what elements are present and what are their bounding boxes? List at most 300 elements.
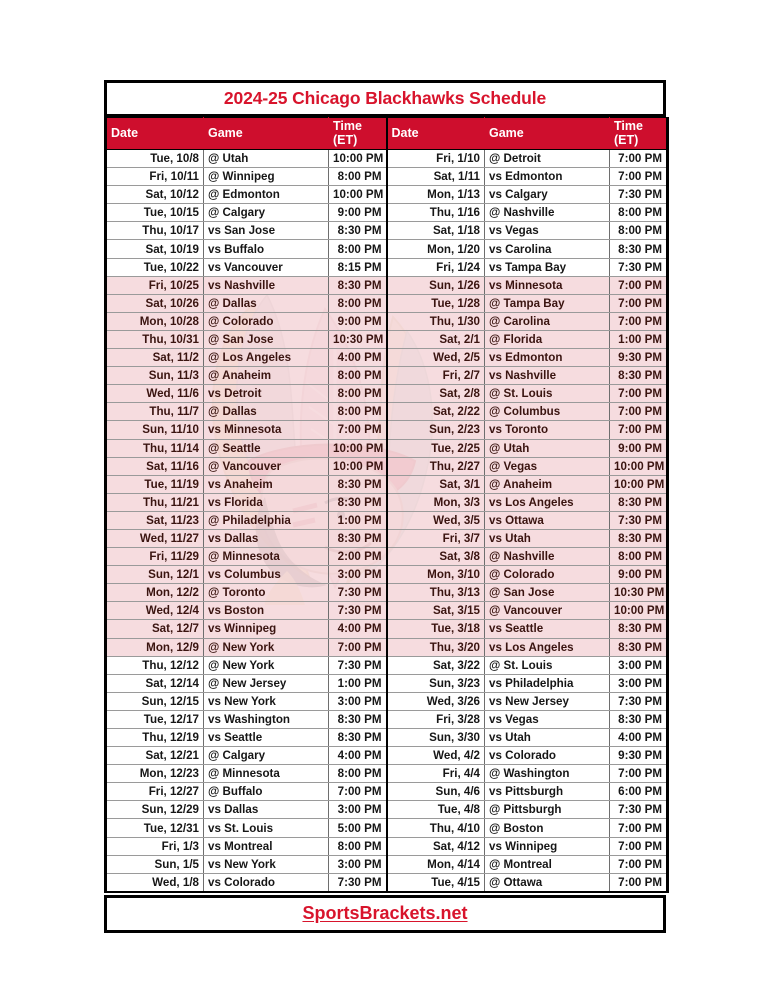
table-row bbox=[106, 276, 668, 294]
cell-date-left: Sun, 11/10 bbox=[106, 421, 204, 439]
cell-time-right: 7:00 PM bbox=[610, 385, 668, 403]
cell-game-right: vs Vegas bbox=[485, 222, 610, 240]
cell-date-left: Mon, 12/23 bbox=[106, 765, 204, 783]
cell-time-right: 4:00 PM bbox=[610, 729, 668, 747]
cell-time-left: 7:00 PM bbox=[329, 421, 387, 439]
cell-time-left: 10:00 PM bbox=[329, 186, 387, 204]
cell-time-left: 8:00 PM bbox=[329, 765, 387, 783]
cell-date-left: Tue, 10/22 bbox=[106, 258, 204, 276]
cell-game-left: vs New York bbox=[204, 692, 329, 710]
cell-date-right: Wed, 3/5 bbox=[387, 511, 485, 529]
cell-date-right: Thu, 1/30 bbox=[387, 312, 485, 330]
schedule-title-box bbox=[104, 80, 666, 117]
cell-date-right: Sat, 1/18 bbox=[387, 222, 485, 240]
cell-game-left: @ Minnesota bbox=[204, 548, 329, 566]
cell-date-right: Fri, 1/24 bbox=[387, 258, 485, 276]
cell-date-left: Tue, 10/8 bbox=[106, 150, 204, 168]
cell-game-right: @ Columbus bbox=[485, 403, 610, 421]
table-row bbox=[106, 421, 668, 439]
cell-date-right: Mon, 1/13 bbox=[387, 186, 485, 204]
cell-game-right: @ St. Louis bbox=[485, 385, 610, 403]
cell-date-right: Mon, 3/3 bbox=[387, 493, 485, 511]
cell-game-left: @ Edmonton bbox=[204, 186, 329, 204]
cell-game-left: @ Calgary bbox=[204, 204, 329, 222]
cell-date-left: Sun, 1/5 bbox=[106, 855, 204, 873]
cell-date-left: Thu, 12/12 bbox=[106, 656, 204, 674]
table-row bbox=[106, 674, 668, 692]
cell-game-left: @ Minnesota bbox=[204, 765, 329, 783]
cell-game-right: vs Los Angeles bbox=[485, 638, 610, 656]
cell-game-left: vs Nashville bbox=[204, 276, 329, 294]
cell-time-left: 3:00 PM bbox=[329, 692, 387, 710]
cell-time-right: 7:30 PM bbox=[610, 186, 668, 204]
cell-date-right: Sat, 3/15 bbox=[387, 602, 485, 620]
cell-date-left: Sat, 11/2 bbox=[106, 349, 204, 367]
cell-time-left: 7:30 PM bbox=[329, 584, 387, 602]
cell-game-left: vs Winnipeg bbox=[204, 620, 329, 638]
table-row bbox=[106, 150, 668, 168]
cell-game-left: vs Anaheim bbox=[204, 475, 329, 493]
header-row bbox=[106, 118, 668, 150]
cell-date-left: Sat, 10/19 bbox=[106, 240, 204, 258]
cell-game-right: vs Minnesota bbox=[485, 276, 610, 294]
cell-date-left: Sun, 12/1 bbox=[106, 566, 204, 584]
cell-time-right: 9:00 PM bbox=[610, 566, 668, 584]
cell-game-right: vs Philadelphia bbox=[485, 674, 610, 692]
cell-date-right: Fri, 1/10 bbox=[387, 150, 485, 168]
cell-time-right: 7:30 PM bbox=[610, 258, 668, 276]
cell-date-left: Mon, 12/2 bbox=[106, 584, 204, 602]
cell-time-right: 8:00 PM bbox=[610, 204, 668, 222]
cell-time-left: 4:00 PM bbox=[329, 349, 387, 367]
header-game-left[interactable]: Game bbox=[204, 118, 329, 150]
cell-game-left: vs Detroit bbox=[204, 385, 329, 403]
cell-game-right: @ Ottawa bbox=[485, 873, 610, 892]
cell-time-left: 3:00 PM bbox=[329, 801, 387, 819]
cell-date-left: Sat, 10/12 bbox=[106, 186, 204, 204]
cell-game-right: @ Florida bbox=[485, 330, 610, 348]
cell-game-right: @ Tampa Bay bbox=[485, 294, 610, 312]
cell-date-left: Wed, 1/8 bbox=[106, 873, 204, 892]
cell-game-left: vs St. Louis bbox=[204, 819, 329, 837]
cell-game-right: vs Nashville bbox=[485, 367, 610, 385]
cell-time-left: 8:30 PM bbox=[329, 475, 387, 493]
cell-date-right: Sun, 2/23 bbox=[387, 421, 485, 439]
cell-game-left: vs San Jose bbox=[204, 222, 329, 240]
cell-time-left: 4:00 PM bbox=[329, 747, 387, 765]
cell-date-right: Sat, 4/12 bbox=[387, 837, 485, 855]
cell-game-right: vs Vegas bbox=[485, 710, 610, 728]
cell-time-right: 7:00 PM bbox=[610, 837, 668, 855]
footer-box bbox=[104, 895, 666, 933]
cell-game-right: @ Vegas bbox=[485, 457, 610, 475]
table-row bbox=[106, 240, 668, 258]
cell-date-right: Wed, 2/5 bbox=[387, 349, 485, 367]
cell-game-right: vs Tampa Bay bbox=[485, 258, 610, 276]
cell-game-left: @ Anaheim bbox=[204, 367, 329, 385]
table-row bbox=[106, 349, 668, 367]
cell-time-right: 7:00 PM bbox=[610, 819, 668, 837]
cell-date-left: Sat, 10/26 bbox=[106, 294, 204, 312]
cell-game-right: @ Detroit bbox=[485, 150, 610, 168]
cell-game-right: vs Seattle bbox=[485, 620, 610, 638]
cell-time-right: 10:00 PM bbox=[610, 475, 668, 493]
cell-time-left: 8:15 PM bbox=[329, 258, 387, 276]
cell-time-left: 8:00 PM bbox=[329, 168, 387, 186]
schedule-table bbox=[104, 117, 669, 893]
cell-time-right: 7:00 PM bbox=[610, 168, 668, 186]
cell-time-right: 7:00 PM bbox=[610, 276, 668, 294]
cell-game-left: vs Washington bbox=[204, 710, 329, 728]
cell-time-left: 8:00 PM bbox=[329, 294, 387, 312]
table-row bbox=[106, 493, 668, 511]
cell-game-left: vs Columbus bbox=[204, 566, 329, 584]
cell-date-right: Sat, 2/8 bbox=[387, 385, 485, 403]
cell-date-left: Wed, 12/4 bbox=[106, 602, 204, 620]
cell-time-right: 1:00 PM bbox=[610, 330, 668, 348]
table-row bbox=[106, 729, 668, 747]
cell-date-left: Fri, 12/27 bbox=[106, 783, 204, 801]
cell-time-right: 8:30 PM bbox=[610, 493, 668, 511]
cell-game-right: @ Nashville bbox=[485, 204, 610, 222]
cell-game-right: vs Edmonton bbox=[485, 168, 610, 186]
table-row bbox=[106, 602, 668, 620]
cell-game-right: @ Anaheim bbox=[485, 475, 610, 493]
cell-time-left: 7:30 PM bbox=[329, 656, 387, 674]
cell-date-left: Sun, 11/3 bbox=[106, 367, 204, 385]
header-date-right[interactable]: Date bbox=[387, 118, 485, 150]
cell-game-left: @ Los Angeles bbox=[204, 349, 329, 367]
cell-date-left: Sat, 12/7 bbox=[106, 620, 204, 638]
cell-time-left: 5:00 PM bbox=[329, 819, 387, 837]
cell-game-right: vs Los Angeles bbox=[485, 493, 610, 511]
cell-time-right: 10:30 PM bbox=[610, 584, 668, 602]
table-row bbox=[106, 312, 668, 330]
cell-date-left: Sun, 12/15 bbox=[106, 692, 204, 710]
cell-game-left: @ Dallas bbox=[204, 403, 329, 421]
table-row bbox=[106, 765, 668, 783]
cell-time-right: 9:30 PM bbox=[610, 747, 668, 765]
cell-game-left: @ Vancouver bbox=[204, 457, 329, 475]
cell-date-right: Sun, 1/26 bbox=[387, 276, 485, 294]
cell-game-left: vs Dallas bbox=[204, 529, 329, 547]
cell-date-right: Fri, 3/28 bbox=[387, 710, 485, 728]
cell-game-left: @ Winnipeg bbox=[204, 168, 329, 186]
cell-time-right: 7:30 PM bbox=[610, 511, 668, 529]
cell-date-right: Mon, 4/14 bbox=[387, 855, 485, 873]
cell-game-right: vs Winnipeg bbox=[485, 837, 610, 855]
cell-game-left: @ New York bbox=[204, 656, 329, 674]
cell-time-right: 7:00 PM bbox=[610, 765, 668, 783]
table-row bbox=[106, 403, 668, 421]
table-row bbox=[106, 457, 668, 475]
cell-time-left: 8:00 PM bbox=[329, 240, 387, 258]
cell-time-right: 7:00 PM bbox=[610, 873, 668, 892]
cell-game-left: vs Boston bbox=[204, 602, 329, 620]
cell-game-right: vs Pittsburgh bbox=[485, 783, 610, 801]
cell-game-left: @ Calgary bbox=[204, 747, 329, 765]
cell-date-right: Fri, 3/7 bbox=[387, 529, 485, 547]
cell-time-left: 9:00 PM bbox=[329, 312, 387, 330]
table-header bbox=[106, 118, 668, 150]
cell-game-left: vs Florida bbox=[204, 493, 329, 511]
header-date-left[interactable]: Date bbox=[106, 118, 204, 150]
cell-game-right: @ Nashville bbox=[485, 548, 610, 566]
cell-time-right: 7:00 PM bbox=[610, 294, 668, 312]
cell-game-left: vs New York bbox=[204, 855, 329, 873]
cell-date-left: Sun, 12/29 bbox=[106, 801, 204, 819]
cell-game-right: vs Edmonton bbox=[485, 349, 610, 367]
cell-date-right: Sun, 4/6 bbox=[387, 783, 485, 801]
cell-game-right: vs Carolina bbox=[485, 240, 610, 258]
table-row bbox=[106, 783, 668, 801]
cell-date-left: Tue, 10/15 bbox=[106, 204, 204, 222]
cell-date-right: Sun, 3/23 bbox=[387, 674, 485, 692]
table-row bbox=[106, 855, 668, 873]
cell-game-left: vs Colorado bbox=[204, 873, 329, 892]
cell-game-right: @ Pittsburgh bbox=[485, 801, 610, 819]
cell-time-left: 7:30 PM bbox=[329, 602, 387, 620]
cell-time-left: 4:00 PM bbox=[329, 620, 387, 638]
table-row bbox=[106, 873, 668, 892]
cell-date-left: Fri, 10/25 bbox=[106, 276, 204, 294]
table-row bbox=[106, 222, 668, 240]
cell-time-left: 7:30 PM bbox=[329, 873, 387, 892]
table-row bbox=[106, 801, 668, 819]
cell-game-right: vs Toronto bbox=[485, 421, 610, 439]
cell-date-left: Fri, 10/11 bbox=[106, 168, 204, 186]
cell-game-right: vs Calgary bbox=[485, 186, 610, 204]
table-row bbox=[106, 439, 668, 457]
cell-game-right: @ Boston bbox=[485, 819, 610, 837]
cell-time-right: 9:00 PM bbox=[610, 439, 668, 457]
cell-time-left: 10:00 PM bbox=[329, 457, 387, 475]
cell-game-left: vs Seattle bbox=[204, 729, 329, 747]
cell-game-left: vs Vancouver bbox=[204, 258, 329, 276]
cell-date-left: Mon, 10/28 bbox=[106, 312, 204, 330]
cell-time-right: 8:00 PM bbox=[610, 548, 668, 566]
cell-time-left: 10:30 PM bbox=[329, 330, 387, 348]
table-row bbox=[106, 566, 668, 584]
table-row bbox=[106, 638, 668, 656]
cell-game-right: @ Vancouver bbox=[485, 602, 610, 620]
cell-time-left: 9:00 PM bbox=[329, 204, 387, 222]
cell-date-right: Thu, 3/13 bbox=[387, 584, 485, 602]
cell-time-right: 8:30 PM bbox=[610, 367, 668, 385]
cell-time-left: 2:00 PM bbox=[329, 548, 387, 566]
cell-time-right: 10:00 PM bbox=[610, 602, 668, 620]
cell-date-right: Fri, 2/7 bbox=[387, 367, 485, 385]
cell-time-left: 8:30 PM bbox=[329, 493, 387, 511]
table-row bbox=[106, 747, 668, 765]
cell-time-left: 10:00 PM bbox=[329, 150, 387, 168]
cell-date-right: Fri, 4/4 bbox=[387, 765, 485, 783]
table-row bbox=[106, 475, 668, 493]
cell-game-left: vs Minnesota bbox=[204, 421, 329, 439]
cell-date-right: Thu, 2/27 bbox=[387, 457, 485, 475]
cell-game-left: vs Dallas bbox=[204, 801, 329, 819]
cell-date-right: Tue, 3/18 bbox=[387, 620, 485, 638]
cell-time-right: 8:30 PM bbox=[610, 710, 668, 728]
cell-date-left: Sat, 11/23 bbox=[106, 511, 204, 529]
cell-game-right: vs Utah bbox=[485, 529, 610, 547]
cell-time-right: 8:30 PM bbox=[610, 638, 668, 656]
cell-game-right: vs Colorado bbox=[485, 747, 610, 765]
cell-date-right: Mon, 1/20 bbox=[387, 240, 485, 258]
cell-time-right: 7:30 PM bbox=[610, 692, 668, 710]
cell-date-right: Wed, 4/2 bbox=[387, 747, 485, 765]
table-row bbox=[106, 168, 668, 186]
cell-game-right: vs Utah bbox=[485, 729, 610, 747]
cell-date-left: Tue, 12/31 bbox=[106, 819, 204, 837]
cell-game-left: @ Seattle bbox=[204, 439, 329, 457]
table-row bbox=[106, 656, 668, 674]
cell-game-right: vs Ottawa bbox=[485, 511, 610, 529]
table-row bbox=[106, 186, 668, 204]
cell-date-left: Tue, 11/19 bbox=[106, 475, 204, 493]
cell-date-right: Tue, 2/25 bbox=[387, 439, 485, 457]
cell-date-right: Sat, 1/11 bbox=[387, 168, 485, 186]
table-row bbox=[106, 819, 668, 837]
cell-time-right: 7:30 PM bbox=[610, 801, 668, 819]
cell-time-right: 7:00 PM bbox=[610, 150, 668, 168]
cell-time-right: 6:00 PM bbox=[610, 783, 668, 801]
cell-date-left: Sat, 12/14 bbox=[106, 674, 204, 692]
table-row bbox=[106, 204, 668, 222]
cell-game-left: @ San Jose bbox=[204, 330, 329, 348]
cell-game-right: @ Utah bbox=[485, 439, 610, 457]
cell-date-right: Sat, 3/8 bbox=[387, 548, 485, 566]
cell-time-right: 10:00 PM bbox=[610, 457, 668, 475]
table-row bbox=[106, 294, 668, 312]
cell-game-left: vs Buffalo bbox=[204, 240, 329, 258]
sportsbrackets-link[interactable]: SportsBrackets.net bbox=[302, 903, 468, 924]
cell-time-left: 3:00 PM bbox=[329, 566, 387, 584]
cell-time-right: 3:00 PM bbox=[610, 674, 668, 692]
cell-game-left: vs Montreal bbox=[204, 837, 329, 855]
header-time-right[interactable]: Time (ET) bbox=[610, 118, 668, 150]
cell-time-left: 8:30 PM bbox=[329, 710, 387, 728]
cell-date-right: Thu, 3/20 bbox=[387, 638, 485, 656]
cell-time-left: 7:00 PM bbox=[329, 638, 387, 656]
table-row bbox=[106, 837, 668, 855]
cell-game-left: @ New York bbox=[204, 638, 329, 656]
cell-game-right: @ Carolina bbox=[485, 312, 610, 330]
cell-game-left: @ Colorado bbox=[204, 312, 329, 330]
cell-time-left: 8:30 PM bbox=[329, 276, 387, 294]
cell-date-left: Thu, 12/19 bbox=[106, 729, 204, 747]
cell-game-left: @ Dallas bbox=[204, 294, 329, 312]
cell-date-left: Fri, 11/29 bbox=[106, 548, 204, 566]
cell-time-left: 8:00 PM bbox=[329, 837, 387, 855]
cell-game-left: @ Buffalo bbox=[204, 783, 329, 801]
cell-time-left: 3:00 PM bbox=[329, 855, 387, 873]
cell-game-right: @ Washington bbox=[485, 765, 610, 783]
cell-game-right: vs New Jersey bbox=[485, 692, 610, 710]
cell-time-right: 7:00 PM bbox=[610, 421, 668, 439]
cell-game-left: @ Toronto bbox=[204, 584, 329, 602]
cell-date-right: Sat, 2/22 bbox=[387, 403, 485, 421]
cell-date-right: Tue, 4/8 bbox=[387, 801, 485, 819]
cell-time-right: 9:30 PM bbox=[610, 349, 668, 367]
cell-time-left: 8:30 PM bbox=[329, 222, 387, 240]
schedule-sheet bbox=[104, 80, 666, 933]
table-row bbox=[106, 367, 668, 385]
cell-date-left: Wed, 11/27 bbox=[106, 529, 204, 547]
cell-date-right: Sun, 3/30 bbox=[387, 729, 485, 747]
cell-time-left: 8:00 PM bbox=[329, 385, 387, 403]
cell-time-right: 7:00 PM bbox=[610, 403, 668, 421]
header-time-left[interactable]: Time (ET) bbox=[329, 118, 387, 150]
table-row bbox=[106, 385, 668, 403]
cell-date-left: Thu, 10/17 bbox=[106, 222, 204, 240]
cell-game-left: @ Philadelphia bbox=[204, 511, 329, 529]
table-row bbox=[106, 692, 668, 710]
cell-date-right: Sat, 3/1 bbox=[387, 475, 485, 493]
table-row bbox=[106, 258, 668, 276]
table-body bbox=[106, 150, 668, 892]
cell-game-right: @ San Jose bbox=[485, 584, 610, 602]
cell-date-left: Fri, 1/3 bbox=[106, 837, 204, 855]
cell-date-right: Tue, 4/15 bbox=[387, 873, 485, 892]
cell-date-left: Thu, 11/7 bbox=[106, 403, 204, 421]
table-row bbox=[106, 529, 668, 547]
cell-date-right: Wed, 3/26 bbox=[387, 692, 485, 710]
cell-game-right: @ Montreal bbox=[485, 855, 610, 873]
cell-time-right: 7:00 PM bbox=[610, 312, 668, 330]
cell-date-left: Mon, 12/9 bbox=[106, 638, 204, 656]
cell-game-right: @ St. Louis bbox=[485, 656, 610, 674]
cell-time-right: 8:30 PM bbox=[610, 620, 668, 638]
cell-date-right: Mon, 3/10 bbox=[387, 566, 485, 584]
cell-time-left: 8:00 PM bbox=[329, 367, 387, 385]
cell-time-left: 8:30 PM bbox=[329, 729, 387, 747]
cell-date-left: Thu, 10/31 bbox=[106, 330, 204, 348]
cell-time-left: 1:00 PM bbox=[329, 511, 387, 529]
page-title: 2024-25 Chicago Blackhawks Schedule bbox=[223, 88, 547, 108]
cell-date-left: Sat, 11/16 bbox=[106, 457, 204, 475]
cell-time-left: 7:00 PM bbox=[329, 783, 387, 801]
cell-date-left: Thu, 11/14 bbox=[106, 439, 204, 457]
cell-time-right: 7:00 PM bbox=[610, 855, 668, 873]
cell-date-right: Tue, 1/28 bbox=[387, 294, 485, 312]
cell-time-left: 10:00 PM bbox=[329, 439, 387, 457]
cell-game-left: @ Utah bbox=[204, 150, 329, 168]
cell-time-left: 1:00 PM bbox=[329, 674, 387, 692]
cell-date-right: Thu, 1/16 bbox=[387, 204, 485, 222]
cell-date-right: Sat, 2/1 bbox=[387, 330, 485, 348]
cell-time-right: 8:00 PM bbox=[610, 222, 668, 240]
table-row bbox=[106, 584, 668, 602]
table-row bbox=[106, 710, 668, 728]
cell-date-right: Sat, 3/22 bbox=[387, 656, 485, 674]
table-row bbox=[106, 620, 668, 638]
cell-date-left: Wed, 11/6 bbox=[106, 385, 204, 403]
cell-date-left: Sat, 12/21 bbox=[106, 747, 204, 765]
cell-date-left: Thu, 11/21 bbox=[106, 493, 204, 511]
cell-time-right: 8:30 PM bbox=[610, 240, 668, 258]
table-row bbox=[106, 511, 668, 529]
cell-time-right: 3:00 PM bbox=[610, 656, 668, 674]
table-row bbox=[106, 330, 668, 348]
cell-game-right: @ Colorado bbox=[485, 566, 610, 584]
cell-date-left: Tue, 12/17 bbox=[106, 710, 204, 728]
cell-time-right: 8:30 PM bbox=[610, 529, 668, 547]
cell-game-left: @ New Jersey bbox=[204, 674, 329, 692]
cell-time-left: 8:00 PM bbox=[329, 403, 387, 421]
header-game-right[interactable]: Game bbox=[485, 118, 610, 150]
cell-date-right: Thu, 4/10 bbox=[387, 819, 485, 837]
